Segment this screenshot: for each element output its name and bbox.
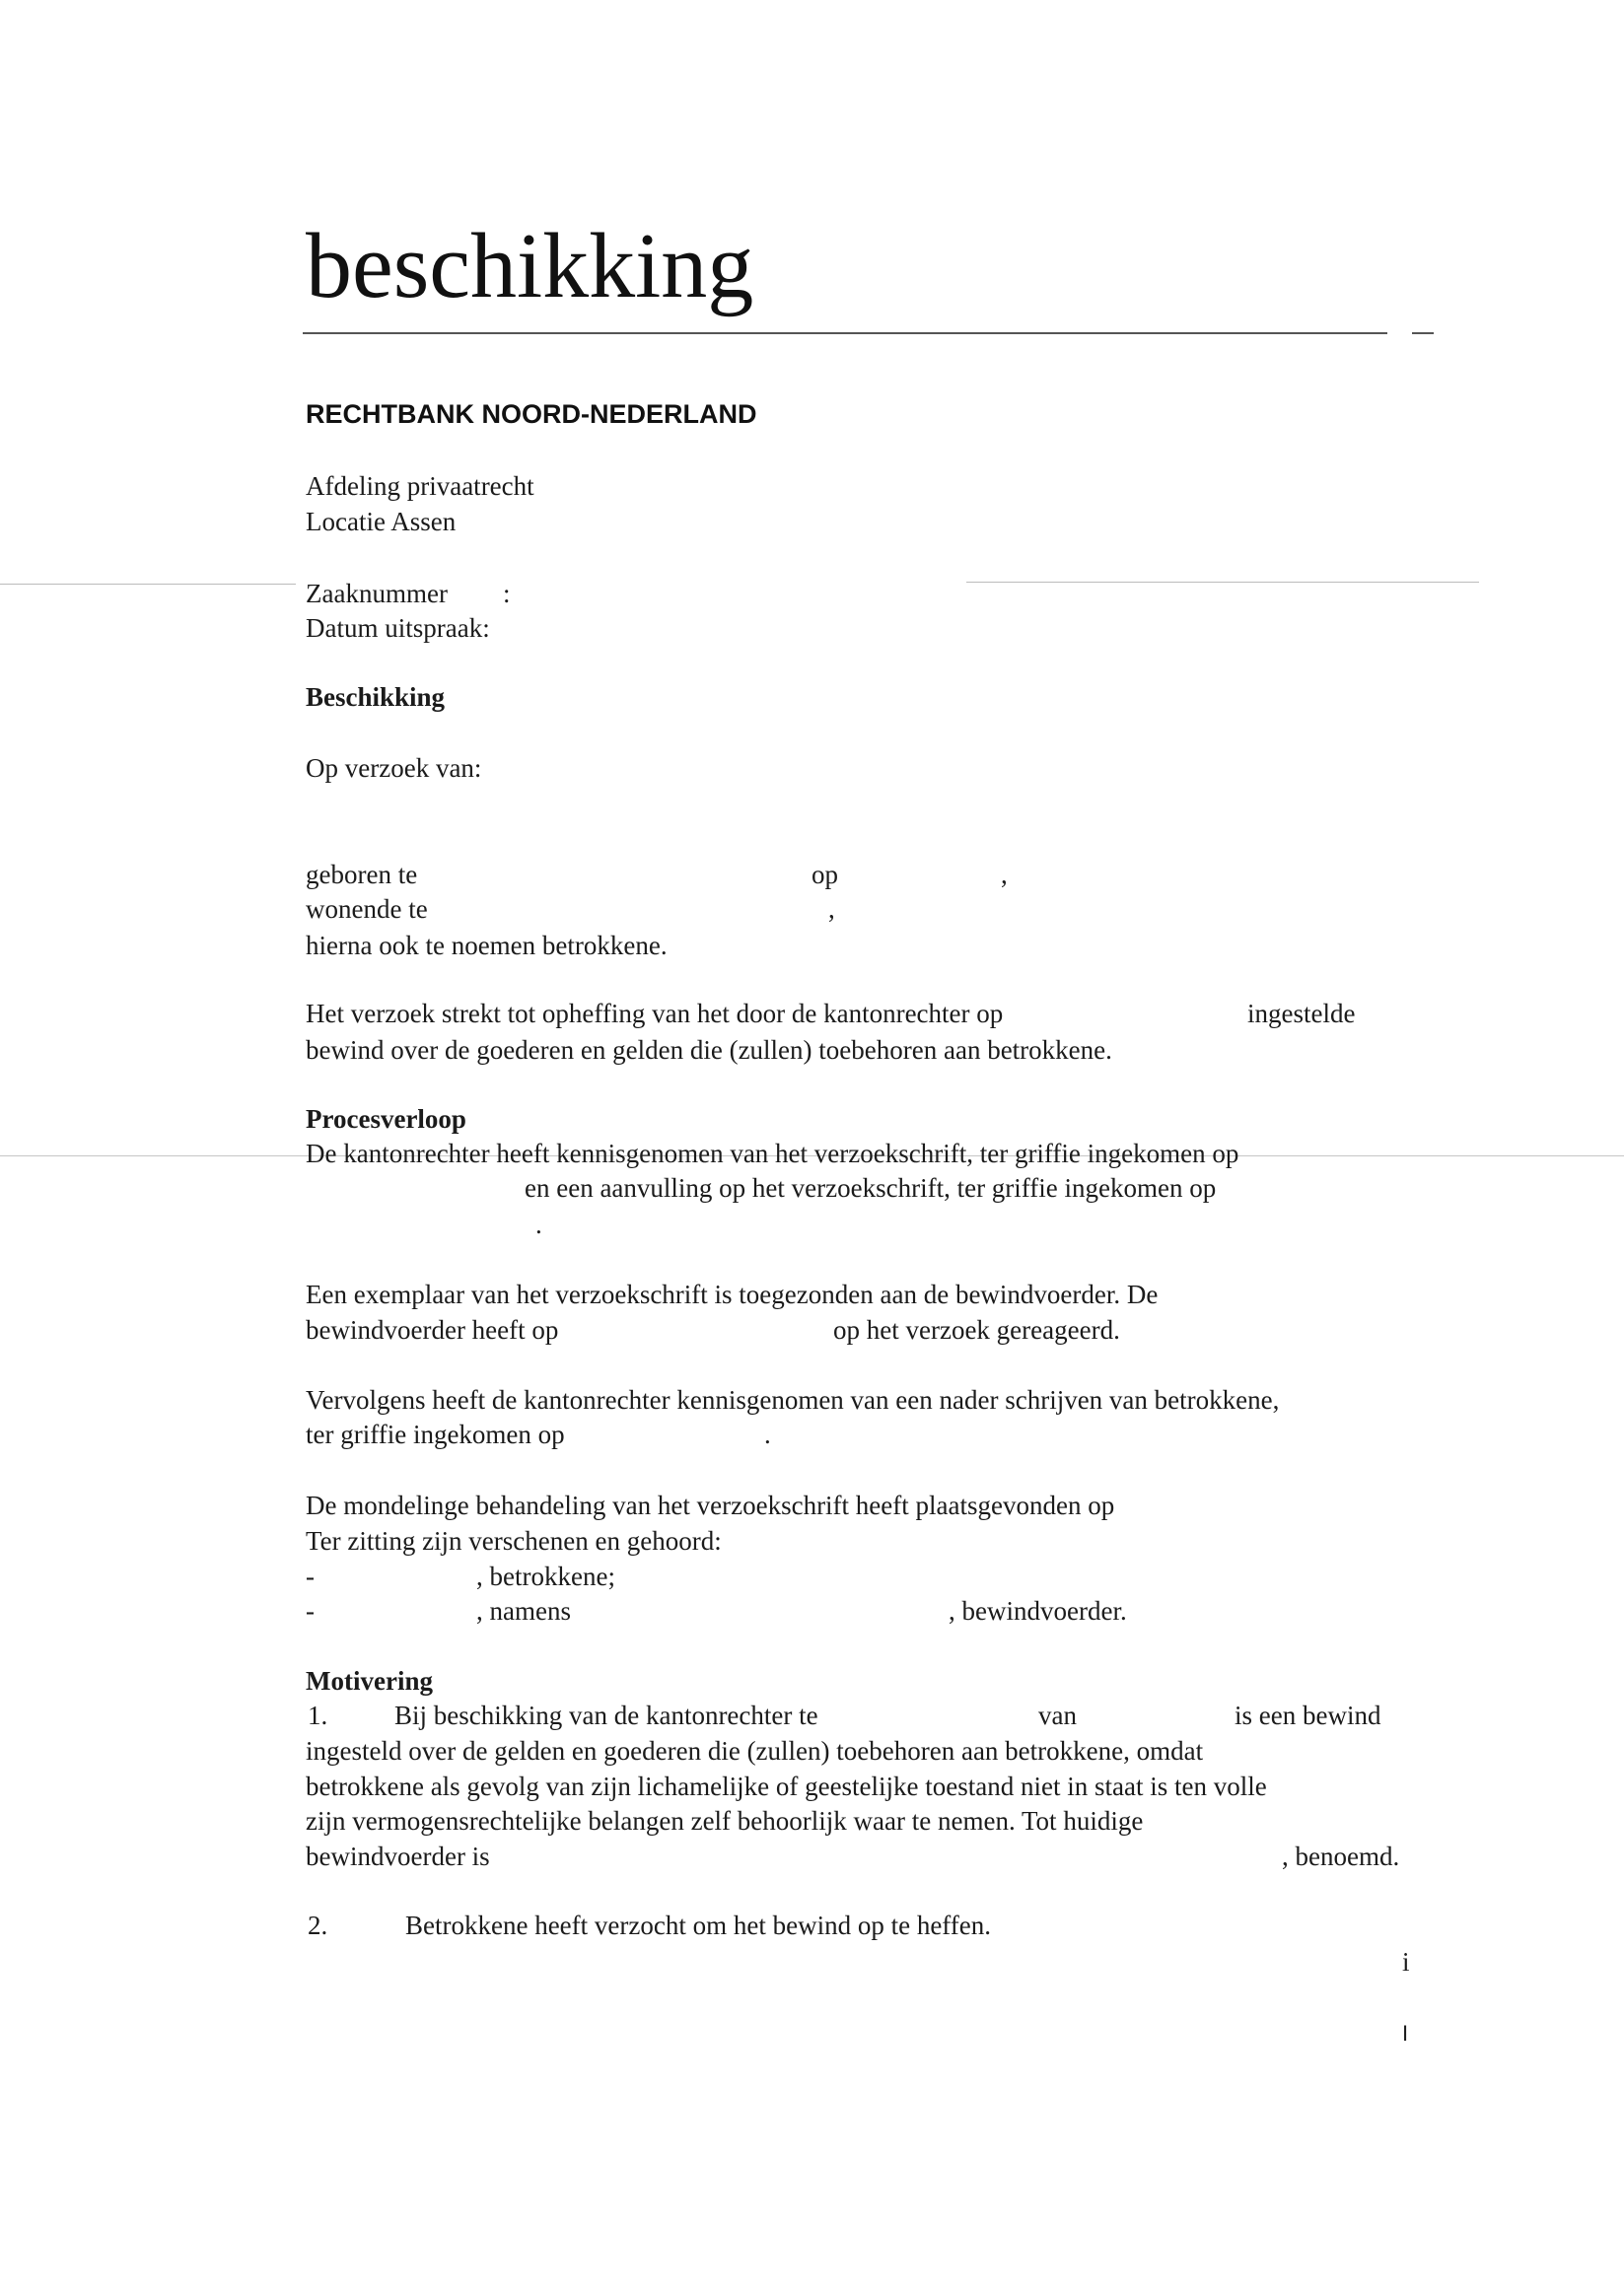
- attendee-2-text-b: , bewindvoerder.: [949, 1596, 1127, 1626]
- hearing-line-2: Ter zitting zijn verschenen en gehoord:: [306, 1526, 722, 1556]
- request-line-1a: Het verzoek strekt tot opheffing van het door de kantonrechter op: [306, 999, 1004, 1028]
- date-label: Datum uitspraak:: [306, 613, 490, 643]
- scan-artifact-line: [966, 582, 1479, 583]
- procedure-line-1: De kantonrechter heeft kennisgenomen van het verzoekschrift, ter griffie ingekomen op: [306, 1139, 1239, 1168]
- motivation-heading: Motivering: [306, 1666, 433, 1696]
- title-underline: [303, 332, 1387, 334]
- procedure-line-3: .: [535, 1210, 542, 1239]
- motivation-item-1-number: 1.: [308, 1701, 328, 1730]
- copy-line-2b: op het verzoek gereageerd.: [833, 1315, 1120, 1345]
- further-line-2a: ter griffie ingekomen op: [306, 1420, 565, 1449]
- court-name: RECHTBANK NOORD-NEDERLAND: [306, 399, 757, 429]
- living-at: wonende te: [306, 894, 428, 924]
- born-at: geboren te: [306, 860, 418, 889]
- scan-artifact-line: [0, 584, 296, 585]
- case-number-colon: :: [503, 579, 511, 608]
- born-on: op: [812, 860, 838, 889]
- motivation-item-1-line-5a: bewindvoerder is: [306, 1842, 490, 1871]
- request-line-1b: ingestelde: [1247, 999, 1356, 1028]
- motivation-item-1-line-1a: Bij beschikking van de kantonrechter te: [394, 1701, 818, 1730]
- motivation-item-1-line-1c: is een bewind: [1235, 1701, 1381, 1730]
- case-number-label: Zaaknummer: [306, 579, 448, 608]
- attendee-2-dash: -: [306, 1596, 315, 1626]
- request-by: Op verzoek van:: [306, 753, 482, 783]
- attendee-1-text: , betrokkene;: [476, 1562, 615, 1591]
- further-line-1: Vervolgens heeft de kantonrechter kennisgenomen van een nader schrijven van betrokkene,: [306, 1385, 1280, 1415]
- copy-line-2a: bewindvoerder heeft op: [306, 1315, 559, 1345]
- motivation-item-1-line-3: betrokkene als gevolg van zijn lichamelijke of geestelijke toestand niet in staat is ten volle: [306, 1772, 1267, 1801]
- motivation-item-1-line-2: ingesteld over de gelden en goederen die (zullen) toebehoren aan betrokkene, omdat: [306, 1736, 1204, 1766]
- further-line-2b: .: [764, 1420, 771, 1449]
- born-comma: ,: [1001, 860, 1008, 889]
- procedure-line-2: en een aanvulling op het verzoekschrift, ter griffie ingekomen op: [525, 1173, 1217, 1203]
- document-title: beschikking: [306, 215, 754, 317]
- procedure-heading: Procesverloop: [306, 1104, 466, 1134]
- margin-mark: I: [1402, 2021, 1409, 2046]
- copy-line-1: Een exemplaar van het verzoekschrift is toegezonden aan de bewindvoerder. De: [306, 1280, 1159, 1309]
- attendee-2-text-a: , namens: [476, 1596, 571, 1626]
- motivation-item-1-line-1b: van: [1038, 1701, 1077, 1730]
- hearing-line-1: De mondelinge behandeling van het verzoekschrift heeft plaatsgevonden op: [306, 1491, 1115, 1520]
- department: Afdeling privaatrecht: [306, 471, 534, 501]
- living-comma: ,: [828, 894, 835, 924]
- motivation-item-1-line-4: zijn vermogensrechtelijke belangen zelf behoorlijk waar te nemen. Tot huidige: [306, 1806, 1144, 1836]
- margin-mark: i: [1402, 1947, 1410, 1977]
- title-underline-end: [1412, 332, 1434, 334]
- motivation-item-2-text: Betrokkene heeft verzocht om het bewind op te heffen.: [405, 1911, 992, 1940]
- motivation-item-2-number: 2.: [308, 1911, 328, 1940]
- attendee-1-dash: -: [306, 1562, 315, 1591]
- decision-heading: Beschikking: [306, 682, 446, 712]
- hereafter: hierna ook te noemen betrokkene.: [306, 931, 668, 960]
- location: Locatie Assen: [306, 507, 457, 536]
- motivation-item-1-line-5b: , benoemd.: [1282, 1842, 1400, 1871]
- request-line-2: bewind over de goederen en gelden die (zullen) toebehoren aan betrokkene.: [306, 1035, 1112, 1065]
